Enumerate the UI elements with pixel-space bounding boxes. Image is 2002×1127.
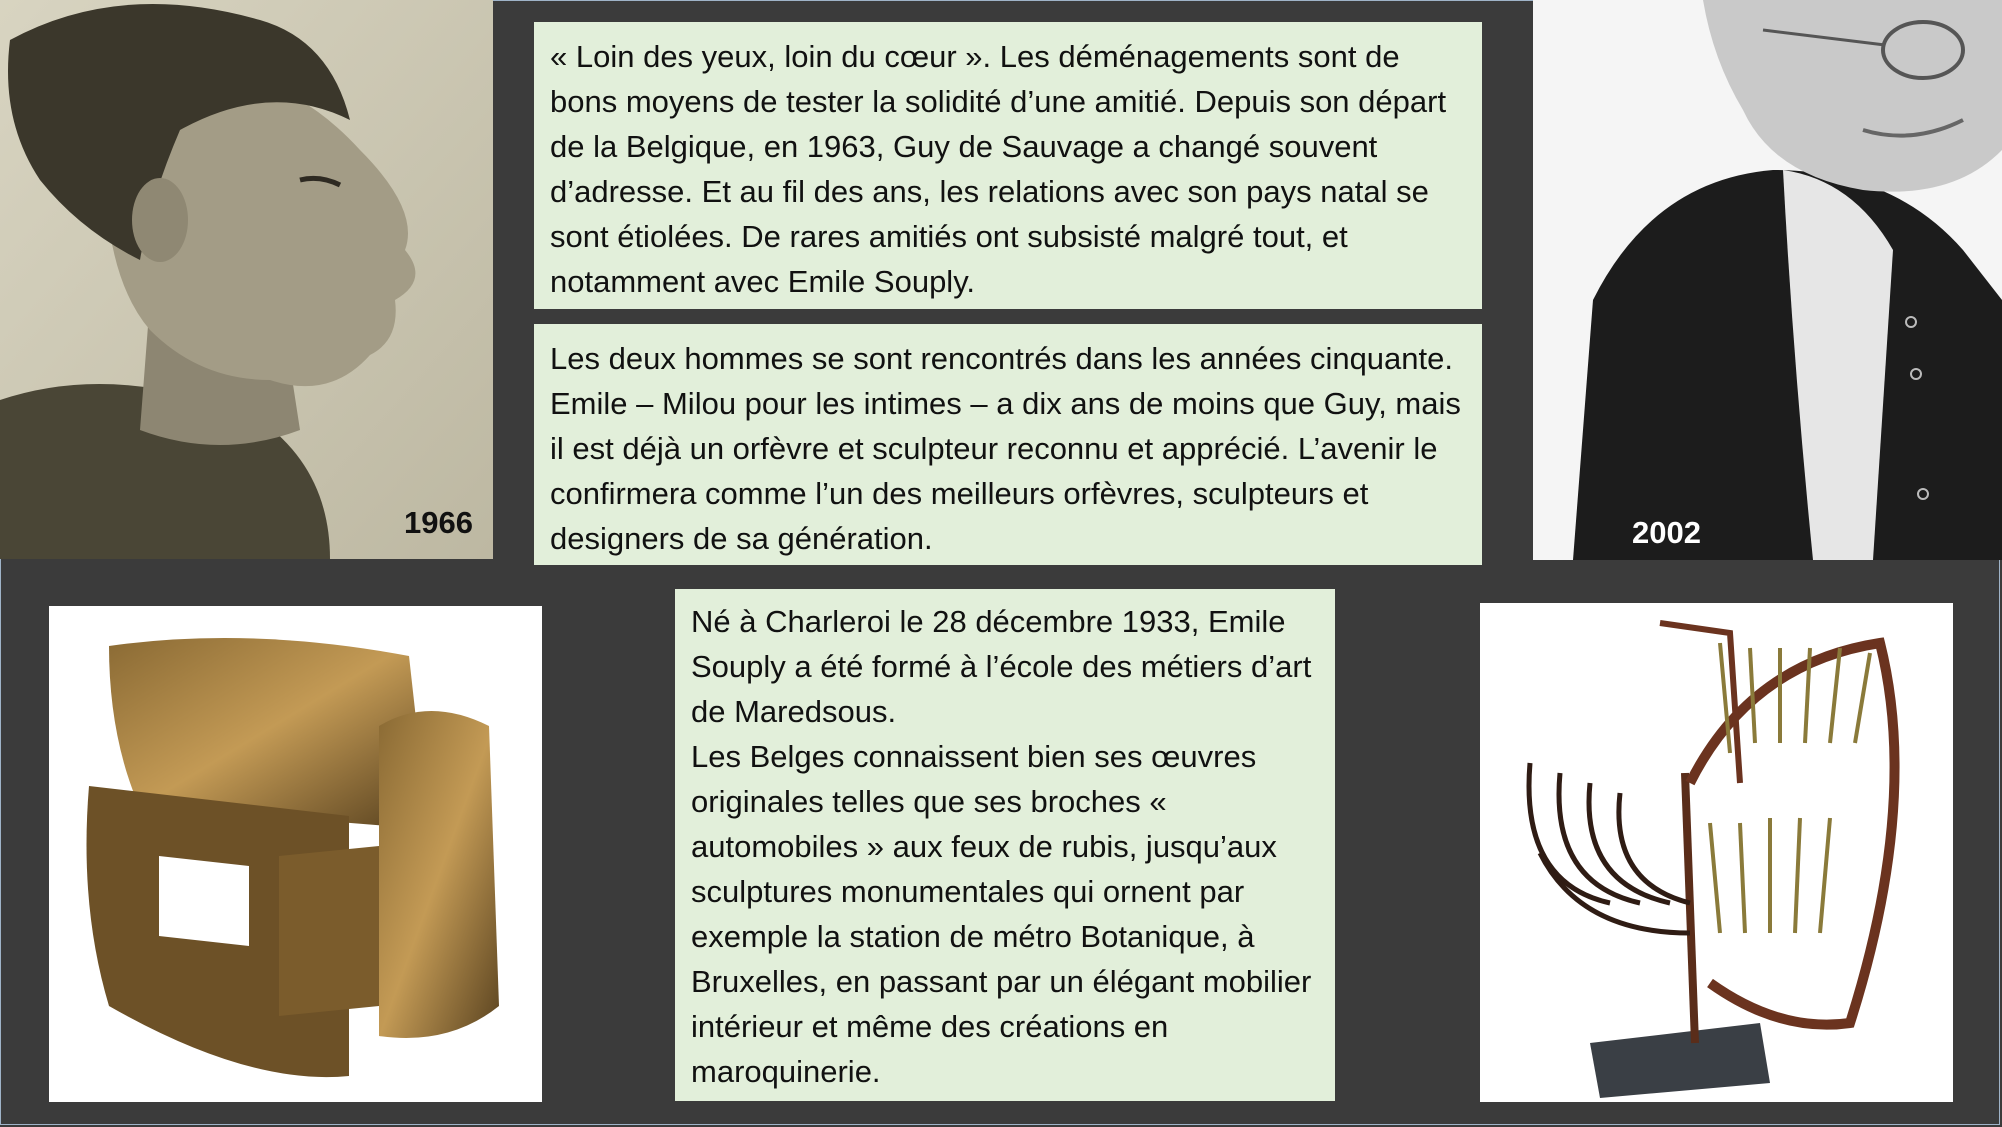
intro-textbox <box>534 22 1482 309</box>
portrait-2002-photo <box>1533 0 2002 560</box>
intro-paragraph: « Loin des yeux, loin du cœur ». Les déménagements sont de bons moyens de tester la solidité d’une amitié. Depuis son départ de la Belgique, en 1963, Guy de Sauvage a changé souvent d’adresse. Et au fil des ans, les relations avec son pays natal se sont étiolées. De rares amitiés ont subsisté malgré tout, et notamment avec Emile Souply. <box>550 39 1447 299</box>
bronze-sculpture-image <box>49 606 542 1102</box>
meeting-textbox <box>534 324 1482 565</box>
year-label-2002: 2002 <box>1632 515 1701 550</box>
biography-birth-paragraph: Né à Charleroi le 28 décembre 1933, Emile Souply a été formé à l’école des métiers d’art de Maredsous. <box>691 604 1312 729</box>
portrait-1966-photo <box>0 0 493 559</box>
biography-works-paragraph: Les Belges connaissent bien ses œuvres originales telles que ses broches « automobiles » aux feux de rubis, jusqu’aux sculptures monumentales qui ornent par exemple la station de métro Botanique, à Bruxelles, en passant par un élégant mobilier intérieur et même des créations en maroquinerie. <box>691 739 1312 1089</box>
meeting-paragraph: Les deux hommes se sont rencontrés dans les années cinquante. Emile – Milou pour les intimes – a dix ans de moins que Guy, mais il est déjà un orfèvre et sculpteur reconnu et apprécié. L’avenir le confirmera comme l’un des meilleurs orfèvres, sculpteurs et designers de sa génération. <box>550 341 1461 556</box>
year-label-1966: 1966 <box>404 505 473 540</box>
biography-textbox <box>675 589 1335 1101</box>
iron-sculpture-image <box>1480 603 1953 1102</box>
